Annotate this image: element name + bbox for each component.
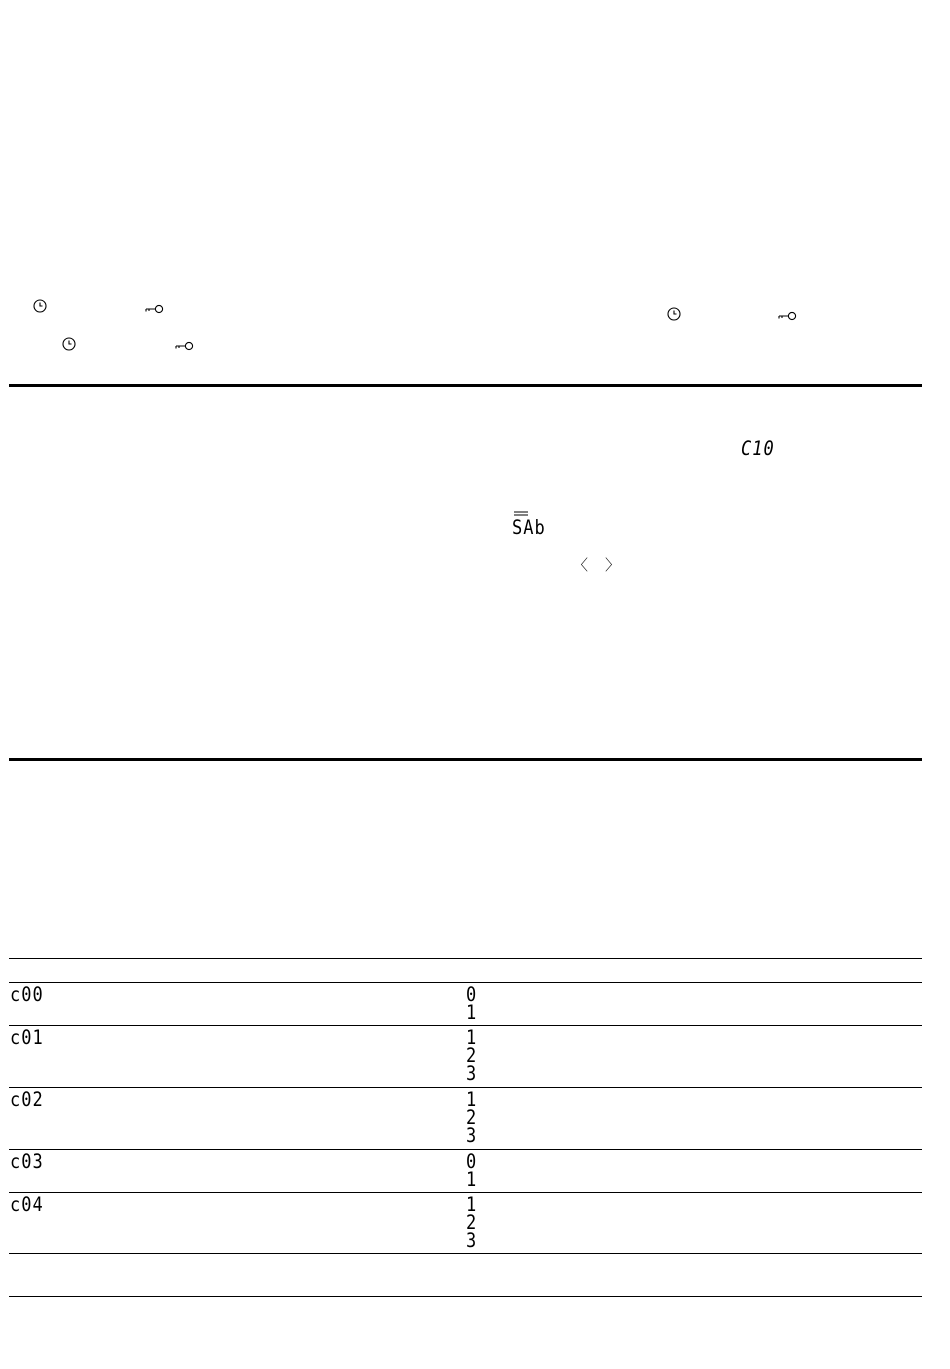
- display-sab: SAb: [512, 516, 546, 540]
- setting-code: c04: [10, 1193, 44, 1217]
- setting-value: 1: [466, 1193, 478, 1217]
- setting-value: 3: [466, 1229, 478, 1253]
- setting-value: 0: [466, 983, 478, 1007]
- key-icon: [174, 341, 194, 351]
- setting-code: c03: [10, 1150, 44, 1174]
- section-divider: [9, 758, 922, 761]
- angle-left-icon: 〈: [573, 556, 589, 574]
- setting-code: c02: [10, 1088, 44, 1112]
- setting-value: 3: [466, 1124, 478, 1148]
- key-icon: [777, 311, 797, 321]
- setting-code: c00: [10, 983, 44, 1007]
- table-rule: [9, 1296, 922, 1297]
- table-rule: [9, 958, 922, 959]
- setting-value: 1: [466, 1088, 478, 1112]
- key-icon: [144, 304, 164, 314]
- setting-value: 1: [466, 1001, 478, 1025]
- menu-lines-icon: [514, 511, 528, 516]
- display-c10: C10: [741, 437, 775, 461]
- section-divider: [9, 384, 922, 387]
- setting-value: 0: [466, 1150, 478, 1174]
- table-rule: [9, 1253, 922, 1254]
- angle-right-icon: 〉: [605, 556, 621, 574]
- clock-icon: [33, 299, 47, 313]
- setting-value: 2: [466, 1106, 478, 1130]
- setting-value: 2: [466, 1211, 478, 1235]
- setting-value: 1: [466, 1026, 478, 1050]
- setting-value: 1: [466, 1168, 478, 1192]
- clock-icon: [667, 307, 681, 321]
- setting-value: 3: [466, 1062, 478, 1086]
- clock-icon: [62, 337, 76, 351]
- setting-code: c01: [10, 1026, 44, 1050]
- setting-value: 2: [466, 1044, 478, 1068]
